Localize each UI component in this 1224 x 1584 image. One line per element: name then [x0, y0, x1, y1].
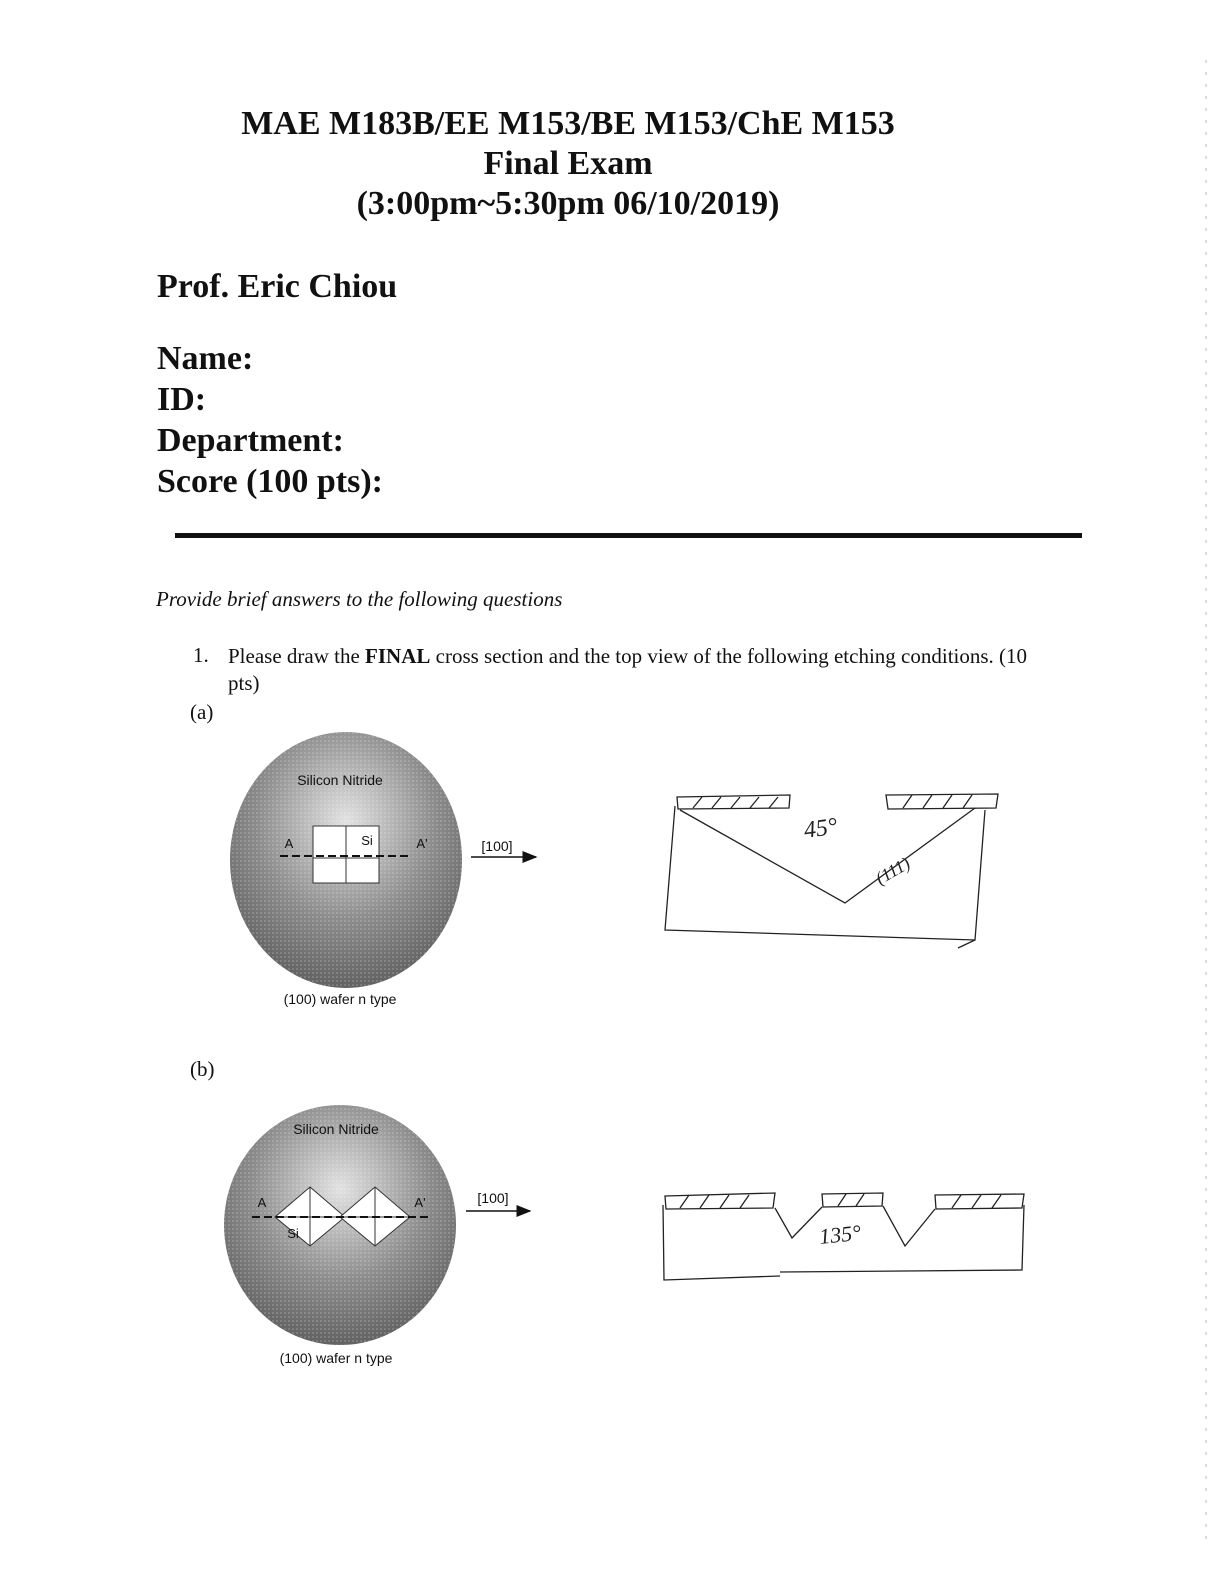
- exam-time: (3:00pm~5:30pm 06/10/2019): [356, 185, 780, 222]
- instruction-text: Provide brief answers to the following questions: [156, 587, 563, 611]
- part-b-label: (b): [190, 1057, 215, 1081]
- course-line: MAE M183B/EE M153/BE M153/ChE M153: [241, 105, 895, 142]
- direction-label-b: [100]: [477, 1190, 509, 1206]
- wafer-caption-a: (100) wafer n type: [283, 991, 397, 1007]
- score-label: Score (100 pts):: [157, 463, 383, 500]
- handwritten-angle-b: 135°: [817, 1219, 863, 1249]
- direction-label-a: [100]: [481, 838, 513, 854]
- point-a-prime-label-b: A': [414, 1195, 426, 1210]
- handwritten-plane-a: (111): [872, 852, 914, 889]
- question-text-bold: FINAL: [365, 644, 431, 668]
- id-label: ID:: [157, 381, 207, 418]
- question-text-end: cross section and the top view of the following etching conditions. (10 pts): [228, 644, 1028, 695]
- question-number: 1.: [193, 643, 209, 667]
- exam-title: Final Exam: [483, 145, 653, 182]
- si-label-a: Si: [361, 833, 373, 848]
- si-label-b: Si: [287, 1226, 299, 1241]
- professor-name: Prof. Eric Chiou: [157, 268, 398, 305]
- point-a-label-a: A: [284, 836, 294, 851]
- question-text-start: Please draw the: [228, 644, 366, 668]
- handwritten-angle-a: 45°: [802, 813, 840, 844]
- name-label: Name:: [157, 340, 254, 377]
- part-a-label: (a): [190, 700, 214, 724]
- point-a-label-b: A: [257, 1195, 267, 1210]
- silicon-nitride-label-b: Silicon Nitride: [293, 1121, 379, 1137]
- wafer-diagram-a: [230, 732, 536, 1007]
- department-label: Department:: [157, 422, 344, 459]
- point-a-prime-label-a: A': [416, 836, 428, 851]
- silicon-nitride-label-a: Silicon Nitride: [297, 772, 383, 788]
- wafer-diagram-b: [224, 1105, 530, 1366]
- wafer-caption-b: (100) wafer n type: [279, 1350, 393, 1366]
